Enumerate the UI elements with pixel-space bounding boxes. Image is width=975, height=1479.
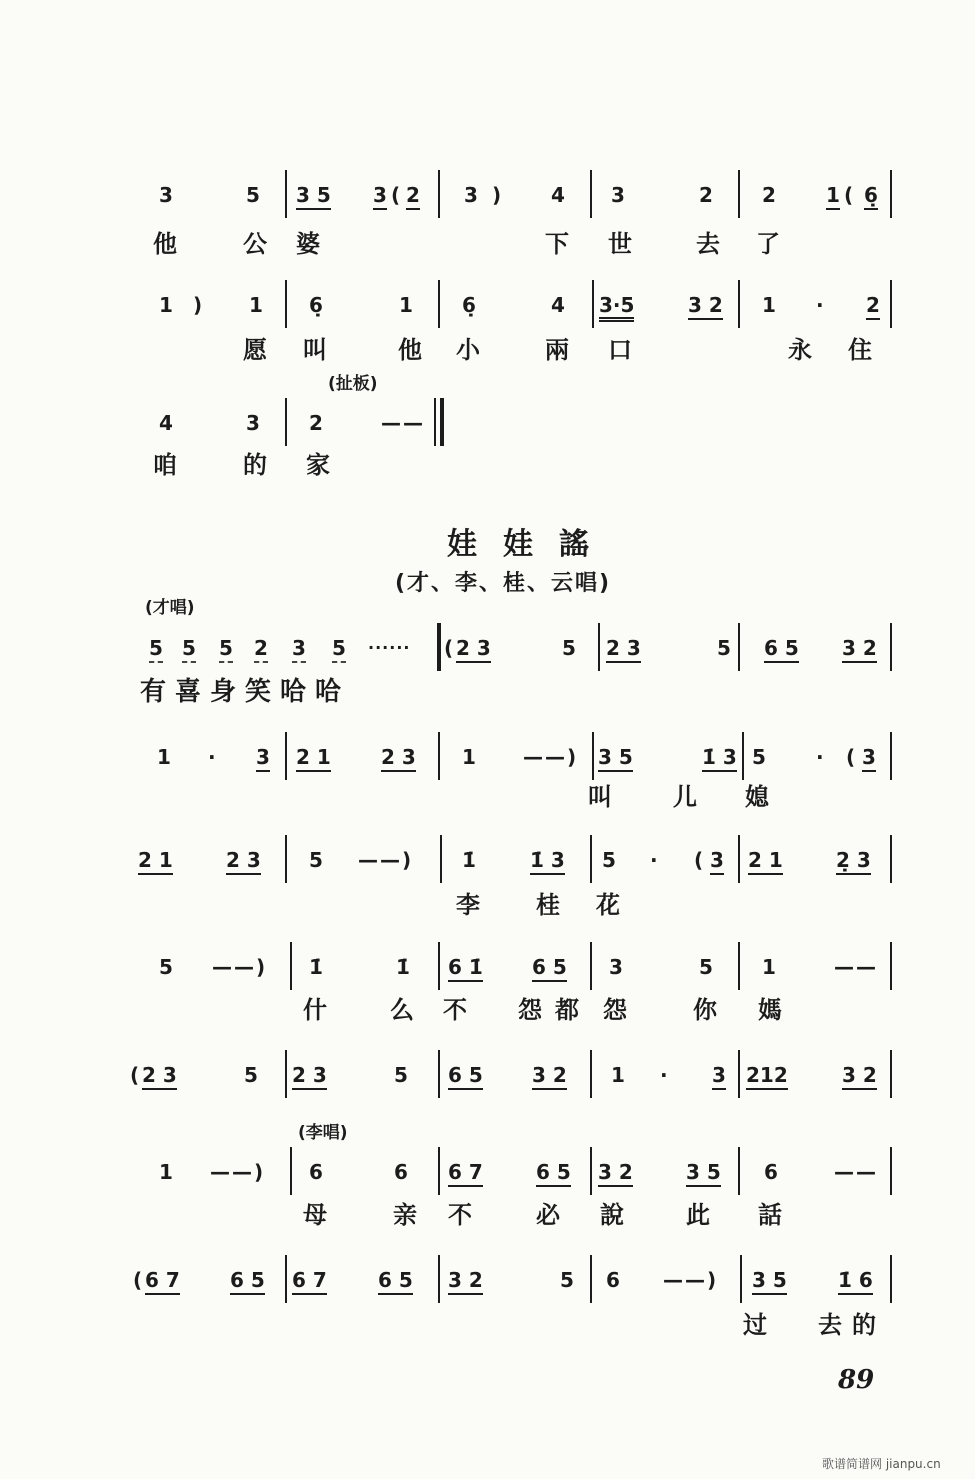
bar-line — [890, 732, 892, 780]
note: 3 — [611, 183, 625, 207]
lyric: 去 — [818, 1311, 842, 1339]
note: 3 2 — [842, 636, 877, 663]
bar-line — [590, 1255, 592, 1303]
note: 5 — [602, 848, 616, 872]
bar-line — [890, 1050, 892, 1098]
note: 2 — [254, 636, 268, 663]
bar-line — [290, 942, 292, 990]
bar-line — [437, 623, 441, 671]
lyric: 下 — [545, 230, 569, 258]
note: 6 5 — [378, 1268, 413, 1295]
song-title: 娃娃謠 — [447, 527, 615, 562]
lyric: 世 — [608, 230, 632, 258]
bar-line — [438, 1147, 440, 1195]
note: 1̇ — [309, 955, 323, 979]
note: 6 — [394, 1160, 408, 1184]
note: 5 — [182, 636, 196, 663]
bar-line — [590, 835, 592, 883]
bar-line — [285, 835, 287, 883]
note: 3 — [373, 183, 387, 210]
note: 6 — [606, 1268, 620, 1292]
lyric: 叫 — [303, 336, 327, 364]
lyric: 了 — [756, 230, 780, 258]
note: 1 — [611, 1063, 625, 1087]
bar-line — [590, 170, 592, 218]
dot: · — [816, 745, 824, 769]
note: 6̣ — [309, 293, 323, 317]
note: 2 3 — [606, 636, 641, 663]
lyric: 兩 — [545, 336, 569, 364]
extension-dash: —— — [381, 411, 425, 435]
bracket: ) — [492, 183, 502, 207]
note: 3 — [159, 183, 173, 207]
lyric: 住 — [848, 336, 872, 364]
note: 6̣ — [462, 293, 476, 317]
note: 3 2 — [598, 1160, 633, 1187]
note: 5 — [159, 955, 173, 979]
extension-dash: ——) — [523, 745, 579, 769]
song2-staff-line-3 — [0, 848, 975, 872]
song2-lyrics-line-4 — [0, 995, 975, 1025]
lyric: 話 — [758, 1201, 782, 1229]
bar-line — [440, 835, 442, 883]
song1-lyrics-line-3 — [0, 450, 975, 480]
bar-line — [738, 942, 740, 990]
lyric: 有喜身笑哈哈 — [140, 677, 351, 707]
lyric: 的 — [852, 1311, 876, 1339]
bar-line — [738, 1147, 740, 1195]
note: 3 5 — [752, 1268, 787, 1295]
note: 1 — [249, 293, 263, 317]
bracket: ( — [391, 183, 401, 207]
song-subtitle: (才、李、桂、云唱) — [395, 571, 612, 596]
bar-line — [285, 1255, 287, 1303]
note: 3 — [862, 745, 876, 772]
bar-line — [590, 1050, 592, 1098]
lyric: 媽 — [758, 996, 782, 1024]
note: 2 — [699, 183, 713, 207]
bar-line — [738, 623, 740, 671]
note: 3·5 — [599, 293, 634, 322]
note: 1̇ 6 — [838, 1268, 873, 1295]
note: 6 5 — [230, 1268, 265, 1295]
lyric: 的 — [243, 451, 267, 479]
note: 6 7 — [292, 1268, 327, 1295]
note: 5 — [309, 848, 323, 872]
note: 3 2 — [842, 1063, 877, 1090]
note: 5 — [560, 1268, 574, 1292]
song2-lyrics-line-6 — [0, 1200, 975, 1230]
note: 1 — [826, 183, 840, 210]
song2-staff-line-5 — [0, 1063, 975, 1087]
note: 1 — [462, 745, 476, 769]
lyric: 都 — [555, 996, 579, 1024]
final-bar-line — [434, 398, 436, 446]
lyric: 此 — [686, 1201, 710, 1229]
bracket: ( — [694, 848, 704, 872]
note: 3 5 — [598, 745, 633, 772]
note: 5 — [246, 183, 260, 207]
bar-line — [890, 280, 892, 328]
lyric: 媳 — [745, 783, 769, 811]
lyric: 咱 — [153, 451, 177, 479]
note: 3 2 — [448, 1268, 483, 1295]
note: 3 5 — [686, 1160, 721, 1187]
note: 2̣ 3 — [836, 848, 871, 875]
note: 2 — [866, 293, 880, 320]
note: 1̇ 3 — [530, 848, 565, 875]
note: 3 — [256, 745, 270, 772]
note: 5 — [219, 636, 233, 663]
bar-line — [738, 1050, 740, 1098]
note: 1̇ — [462, 848, 476, 872]
note: 2 3 — [292, 1063, 327, 1090]
extension-dash: —— — [834, 1160, 878, 1184]
bracket: ( — [133, 1268, 143, 1292]
note: 4 — [159, 411, 173, 435]
bar-line — [438, 1050, 440, 1098]
song2-staff-line-1 — [0, 636, 975, 660]
bracket: ( — [444, 636, 454, 660]
lyric: 婆 — [296, 230, 320, 258]
note: 5 — [752, 745, 766, 769]
note: 6 5 — [532, 955, 567, 982]
lyric: 永 — [788, 336, 812, 364]
song1-lyrics-line-2 — [0, 335, 975, 365]
bar-line — [738, 280, 740, 328]
bar-line — [438, 280, 440, 328]
bar-line — [890, 623, 892, 671]
bar-line — [592, 280, 594, 328]
note: 6 — [309, 1160, 323, 1184]
page-number: 89 — [838, 1365, 875, 1395]
note: 3 5 — [296, 183, 331, 210]
lyric: 花 — [596, 891, 620, 919]
extension-dash: ——) — [663, 1268, 719, 1292]
extension-dash: ——) — [212, 955, 268, 979]
note: 3 2 — [532, 1063, 567, 1090]
note: 3 — [464, 183, 478, 207]
note: 2 — [762, 183, 776, 207]
lyric: 說 — [600, 1201, 624, 1229]
bar-line — [290, 1147, 292, 1195]
lyric: 去 — [696, 230, 720, 258]
song2-lyrics-line-7 — [0, 1310, 975, 1340]
note: 1 — [159, 1160, 173, 1184]
note: 2 1 — [748, 848, 783, 875]
note: 1 — [399, 293, 413, 317]
song2-lyrics-line-2 — [0, 782, 975, 812]
lyric: 怨 — [603, 996, 627, 1024]
tempo-marking: (扯板) — [328, 374, 378, 394]
note: 1̇ 3 — [702, 745, 737, 772]
song2-staff-line-2 — [0, 745, 975, 769]
lyric: 必 — [536, 1201, 560, 1229]
note: 1̇ — [396, 955, 410, 979]
note: 2 — [406, 183, 420, 210]
lyric: 小 — [456, 336, 480, 364]
note: 3 — [712, 1063, 726, 1090]
lyric: 公 — [243, 230, 267, 258]
dot: · — [816, 293, 824, 317]
bar-line — [438, 1255, 440, 1303]
bar-line — [890, 1255, 892, 1303]
lyric: 什 — [303, 996, 327, 1024]
note: 3 — [609, 955, 623, 979]
singer-marking: (才唱) — [145, 598, 195, 618]
bar-line — [738, 835, 740, 883]
lyric: 怨 — [518, 996, 542, 1024]
note: 6 — [764, 1160, 778, 1184]
final-bar-line-thick — [440, 398, 444, 446]
bracket: ( — [846, 745, 856, 769]
note: 2 3 — [226, 848, 261, 875]
song1-staff-line-1 — [0, 183, 975, 207]
song2-staff-line-4 — [0, 955, 975, 979]
note: 3 2 — [688, 293, 723, 320]
bar-line — [285, 280, 287, 328]
note: 6 5 — [448, 1063, 483, 1090]
lyric: 母 — [303, 1201, 327, 1229]
lyric: 他 — [153, 230, 177, 258]
lyric: 他 — [398, 336, 422, 364]
bar-line — [438, 942, 440, 990]
lyric: 愿 — [243, 336, 267, 364]
note: 1 — [762, 955, 776, 979]
bracket: ) — [193, 293, 203, 317]
note: 1 — [159, 293, 173, 317]
lyric: 亲 — [393, 1201, 417, 1229]
note: 2 3 — [456, 636, 491, 663]
bar-line — [438, 170, 440, 218]
note: 3 — [710, 848, 724, 875]
song1-lyrics-line-1 — [0, 229, 975, 259]
lyric: 不 — [448, 1201, 472, 1229]
note: 5 — [332, 636, 346, 663]
song2-staff-line-7 — [0, 1268, 975, 1292]
bar-line — [890, 942, 892, 990]
bar-line — [890, 1147, 892, 1195]
note: 2 — [309, 411, 323, 435]
bar-line — [598, 623, 600, 671]
bar-line — [890, 170, 892, 218]
lyric: 过 — [743, 1311, 767, 1339]
dot: · — [650, 848, 658, 872]
note: 6 5 — [764, 636, 799, 663]
note: 5 — [244, 1063, 258, 1087]
bar-line — [285, 398, 287, 446]
note: 6 7 — [448, 1160, 483, 1187]
note: 6 5 — [536, 1160, 571, 1187]
bar-line — [285, 170, 287, 218]
dot: · — [208, 745, 216, 769]
note: 2 3 — [142, 1063, 177, 1090]
note: 4 — [551, 183, 565, 207]
note: 6 1̇ — [448, 955, 483, 982]
bar-line — [740, 1255, 742, 1303]
singer-marking: (李唱) — [298, 1123, 348, 1143]
ellipsis: ······ — [368, 638, 411, 657]
note: 5 — [394, 1063, 408, 1087]
dot: · — [660, 1063, 668, 1087]
extension-dash: ——) — [358, 848, 414, 872]
song2-lyrics-line-3 — [0, 890, 975, 920]
note: 6̣ — [864, 183, 878, 210]
lyric: 儿 — [673, 783, 697, 811]
song2-staff-line-6 — [0, 1160, 975, 1184]
lyric: 不 — [443, 996, 467, 1024]
bar-line — [592, 732, 594, 780]
extension-dash: ——) — [210, 1160, 266, 1184]
note: 2 1 — [138, 848, 173, 875]
song1-staff-line-3 — [0, 411, 975, 435]
note: 5 — [149, 636, 163, 663]
note: 3 — [246, 411, 260, 435]
note: 2 3 — [381, 745, 416, 772]
lyric: 李 — [456, 891, 480, 919]
bar-line — [738, 170, 740, 218]
lyric: 叫 — [588, 783, 612, 811]
note: 5 — [699, 955, 713, 979]
bracket: ( — [130, 1063, 140, 1087]
bar-line — [890, 835, 892, 883]
bracket: ( — [844, 183, 854, 207]
bar-line — [590, 1147, 592, 1195]
song1-staff-line-2 — [0, 293, 975, 317]
lyric: 家 — [306, 451, 330, 479]
note: 2 1 — [296, 745, 331, 772]
bar-line — [285, 1050, 287, 1098]
song2-lyrics-line-1 — [0, 677, 975, 707]
bar-line — [742, 732, 744, 780]
note: 5 — [562, 636, 576, 660]
note: 3 — [292, 636, 306, 663]
bar-line — [285, 732, 287, 780]
lyric: 么 — [390, 996, 414, 1024]
watermark: 歌谱简谱网 jianpu.cn — [822, 1457, 941, 1471]
bar-line — [438, 732, 440, 780]
lyric: 桂 — [536, 891, 560, 919]
note: 212 — [746, 1063, 788, 1090]
lyric: 你 — [693, 996, 717, 1024]
note: 1 — [762, 293, 776, 317]
extension-dash: —— — [834, 955, 878, 979]
bar-line — [590, 942, 592, 990]
note: 1 — [157, 745, 171, 769]
note: 4 — [551, 293, 565, 317]
note: 6 7 — [145, 1268, 180, 1295]
lyric: 口 — [608, 336, 632, 364]
note: 5 — [717, 636, 731, 660]
